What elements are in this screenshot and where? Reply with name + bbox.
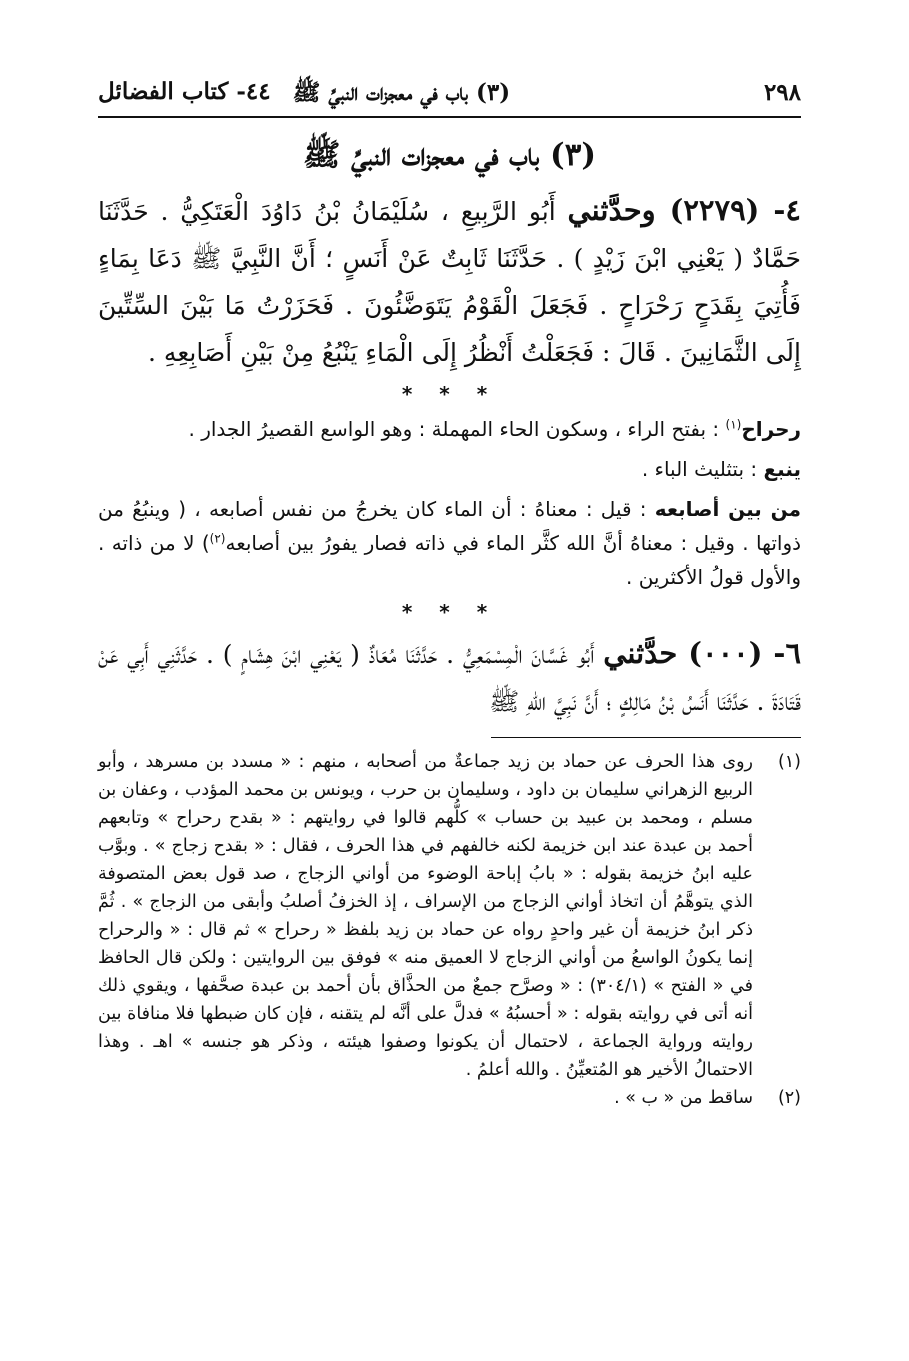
running-header	[98, 78, 801, 118]
footnotes	[98, 748, 801, 1112]
hadith-number: ٦- (٠٠٠) حدَّثني	[603, 636, 802, 670]
note-rahrah	[98, 412, 801, 446]
footnote-text: روى هذا الحرف عن حماد بن زيد جماعةٌ من أصحابه ، منهم : « مسدد بن مسرهد ، وأبو الربيع الزهراني سليمان بن داود ، وسليمان بن حرب ، ويونس بن محمد المؤدب ، وعفان بن مسلم ، ومحمد بن عبيد بن حساب » كلُّهم قالوا في روايتهم : « بقدح رحراح » وتابعهم أحمد بن عبدة عند ابن خزيمة لكنه خالفهم في هذا الحرف ، فقال : « بقدح زجاج » . وبوَّب عليه ابنُ خزيمة بقوله : « بابُ إباحة الوضوء من أواني الزجاج ، صد قول بعض المتصوفة الذي يتوهَّمُ أن اتخاذ أواني الزجاج من الإسراف ، إذ الخزفُ أصلبُ وأبقى من الزجاج » . ثُمَّ ذكر ابنُ خزيمة أن غير واحدٍ رواه عن حماد بن زيد بلفظ « رحراح » ثم قال : « والرحراح إنما يكونُ الواسعُ من أواني الزجاج لا العميق منه » فوفق بين الروايتين : ولكن قال الحافظ في « الفتح » (٣٠٤/١) : « وصرَّح جمعٌ من الحذَّاق بأن أحمد بن عبدة صحَّفها ، ويقوي ذلك أنه أتى في روايته بقوله : « أحسبُهُ » فدلَّ على أنَّه لم يتقنه ، فإن كان ضبطها فلا منافاة بين روايته ورواية الجماعة ، لاحتمال أن يكونوا وصفوا هيئته ، وذكر هو جنسه » اهـ . وهذا الاحتمالُ الأخير هو المُتعيِّنُ . والله أعلمُ .	[98, 752, 753, 1080]
note-term: من بين أصابعه	[654, 497, 802, 521]
note-term: ينبع	[763, 457, 801, 481]
hadith-block-1	[98, 187, 801, 376]
book-title: ٤٤- كتاب الفضائل	[98, 78, 271, 105]
footnote-ref: (٢)	[209, 531, 226, 546]
footnote-number: (٢)	[777, 1088, 801, 1108]
note-text: : بفتح الراء ، وسكون الحاء المهملة : وهو الواسع القصيرُ الجدار .	[188, 417, 720, 441]
note-yanbau	[98, 452, 801, 486]
note-text: : بتثليث الباء .	[641, 457, 758, 481]
footnote-ref: (١)	[725, 417, 742, 432]
footnote-number: (١)	[777, 752, 801, 772]
hadith-block-2	[98, 630, 801, 725]
section-separator: * * *	[401, 600, 498, 624]
footnote-divider	[491, 737, 801, 738]
note-text: : قيل : معناهُ : أن الماء كان يخرجُ من نفس أصابعه ، ( وينبُعُ من ذواتها . وقيل : معناهُ أنَّ الله كثَّر الماء في ذاته فصار يفورُ بين أصابعه	[98, 497, 802, 555]
page-number: ٢٩٨	[763, 79, 801, 106]
footnote	[98, 1084, 801, 1112]
commentary	[98, 412, 801, 594]
hadith-text: أَبُو الرَّبِيعِ ، سُلَيْمَانُ بْنُ دَاوُدَ الْعَتَكِيُّ . حَدَّثَنَا حَمَّادٌ ( يَعْنِي ابْنَ زَيْدٍ ) . حَدَّثَنَا ثَابِتٌ عَنْ أَنَسٍ ؛ أَنَّ النَّبِيَّ ﷺ دَعَا بِمَاءٍ فَأُتِيَ بِقَدَحٍ رَحْرَاحٍ . فَجَعَلَ الْقَوْمُ يَتَوَضَّئُونَ . فَحَزَرْتُ مَا بَيْنَ السِّتِّينَ إِلَى الثَّمَانِينَ . قَالَ : فَجَعَلْتُ أَنْظُرُ إِلَى الْمَاءِ يَنْبُعُ مِنْ بَيْنِ أَصَابِعِهِ .	[98, 197, 801, 367]
running-title	[98, 78, 510, 112]
note-text: ) لا من ذاته . والأول قولُ الأكثرين .	[98, 531, 801, 589]
chapter-heading: (٣) باب في معجزات النبيِّ ﷺ	[302, 137, 597, 173]
hadith-number: ٤- (٢٢٧٩) وحدَّثني	[567, 193, 801, 227]
section-title: (٣) باب في معجزات النبيِّ ﷺ	[292, 79, 511, 106]
footnote-text: ساقط من « ب » .	[614, 1088, 753, 1108]
note-term: رحراح	[741, 417, 801, 441]
hadith-text: أَبُو غَسَّانَ الْمِسْمَعِيُّ . حَدَّثَنَا مُعَاذٌ ( يَعْنِي ابْنَ هِشَامٍ ) . حَدَّثَنِي أَبِي عَنْ قَتَادَةَ . حَدَّثَنَا أَنَسُ بْنُ مَالِكٍ ؛ أَنَّ نَبِيَّ اللهِ ﷺ	[98, 640, 801, 716]
footnote	[98, 748, 801, 1084]
section-separator: * * *	[401, 382, 498, 406]
note-min-bayn	[98, 492, 801, 594]
